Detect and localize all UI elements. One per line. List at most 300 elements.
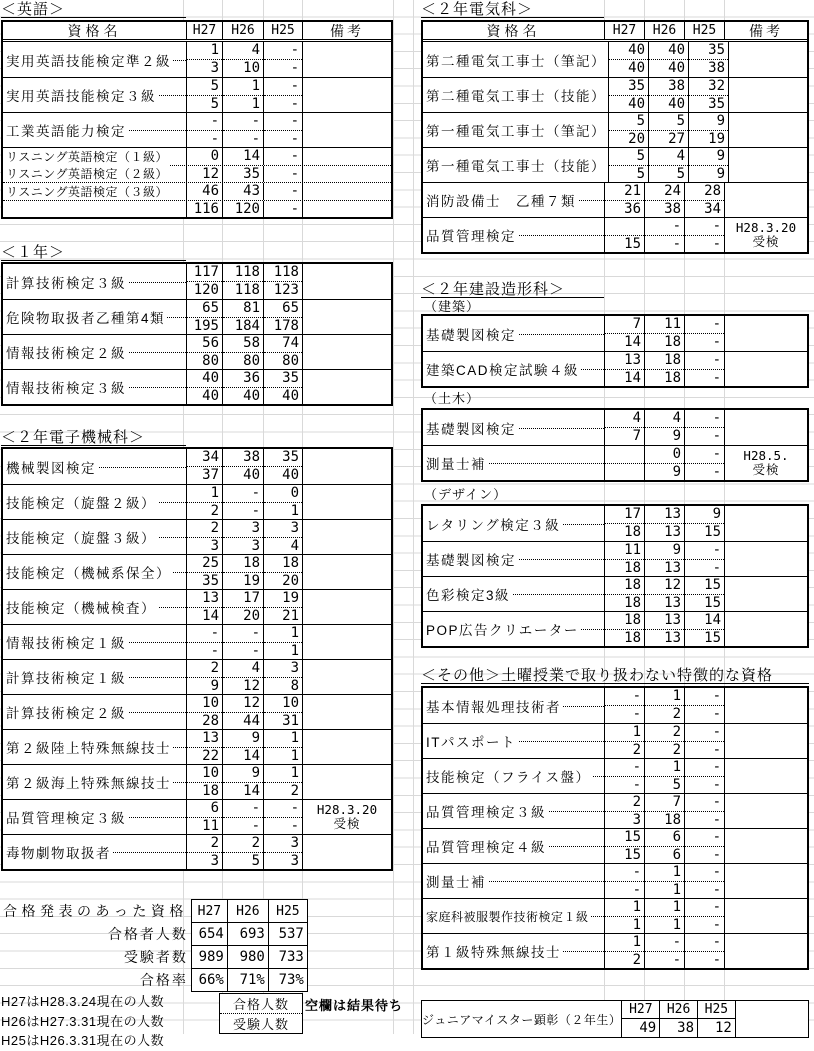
remark-cell[interactable] xyxy=(725,506,807,541)
name-cell[interactable] xyxy=(423,352,605,386)
value-cell[interactable] xyxy=(645,724,685,758)
value-cell[interactable] xyxy=(645,183,685,217)
value-cell[interactable] xyxy=(685,542,725,576)
value-cell[interactable] xyxy=(223,730,264,764)
junior-meister-table xyxy=(421,1000,809,1038)
value-cell[interactable] xyxy=(223,183,264,200)
summary-value-cell[interactable]: 733 xyxy=(268,946,307,969)
remark-cell[interactable] xyxy=(725,577,807,611)
remark-cell[interactable] xyxy=(725,794,807,828)
jr-award-count[interactable]: 49 xyxy=(622,1019,660,1038)
value-cell[interactable] xyxy=(645,410,685,445)
value-cell[interactable] xyxy=(685,183,725,217)
remark-cell[interactable] xyxy=(725,759,807,793)
value-cell[interactable] xyxy=(605,612,645,646)
name-cell[interactable] xyxy=(423,899,605,933)
remark-cell[interactable] xyxy=(303,449,391,484)
value-cell[interactable] xyxy=(264,730,303,764)
name-cell[interactable] xyxy=(423,612,605,646)
name-cell[interactable] xyxy=(3,730,187,764)
remark-cell[interactable] xyxy=(303,201,391,218)
name-cell[interactable] xyxy=(3,335,187,369)
name-cell[interactable] xyxy=(3,625,187,659)
value-cell[interactable] xyxy=(264,800,303,834)
value-cell[interactable] xyxy=(187,183,223,200)
header-year-cell[interactable] xyxy=(685,22,725,39)
value-cell[interactable] xyxy=(649,113,689,147)
remark-cell[interactable] xyxy=(725,542,807,576)
jr-remark-cell[interactable] xyxy=(735,1001,808,1038)
value-cell[interactable] xyxy=(264,113,303,147)
name-cell[interactable] xyxy=(423,577,605,611)
value-cell[interactable] xyxy=(223,113,264,147)
name-cell[interactable] xyxy=(423,113,609,147)
name-cell[interactable] xyxy=(3,264,187,299)
value-cell[interactable] xyxy=(649,148,689,182)
passed-count: 28 xyxy=(685,183,724,201)
name-cell[interactable] xyxy=(423,148,609,182)
value-cell[interactable] xyxy=(689,113,729,147)
header-name-cell[interactable] xyxy=(3,22,187,39)
summary-value-cell[interactable]: 980 xyxy=(227,946,268,969)
value-cell[interactable] xyxy=(685,316,725,351)
value: - xyxy=(290,200,299,217)
value-cell[interactable] xyxy=(605,352,645,386)
name-cell[interactable] xyxy=(3,183,187,200)
remark-cell[interactable] xyxy=(725,612,807,646)
remark-cell[interactable] xyxy=(725,183,807,217)
name-cell[interactable] xyxy=(3,800,187,834)
name-cell[interactable] xyxy=(423,542,605,576)
value-cell[interactable] xyxy=(264,300,303,334)
value-cell[interactable] xyxy=(264,78,303,112)
remark-cell[interactable] xyxy=(303,166,391,183)
value-cell[interactable] xyxy=(645,316,685,351)
header-year-cell[interactable] xyxy=(605,22,645,39)
value-cell[interactable] xyxy=(264,625,303,659)
value-cell[interactable] xyxy=(264,148,303,165)
remark-cell[interactable] xyxy=(725,218,807,252)
passed-count: 18 xyxy=(264,555,302,573)
value-cell[interactable] xyxy=(187,78,223,112)
value-cell[interactable] xyxy=(645,577,685,611)
value-cell[interactable] xyxy=(605,577,645,611)
value-cell[interactable] xyxy=(223,166,264,183)
value-cell[interactable] xyxy=(609,78,649,112)
value-cell[interactable] xyxy=(187,166,223,183)
jr-award-count[interactable]: 38 xyxy=(660,1019,698,1038)
examinee-count: - xyxy=(712,369,721,386)
value-cell[interactable] xyxy=(605,794,645,828)
qualification-name: 技能検定（機械検査） xyxy=(3,597,158,617)
value-cell[interactable] xyxy=(609,113,649,147)
header-year-cell[interactable] xyxy=(223,22,264,39)
summary-value-cell[interactable]: 73% xyxy=(268,969,307,992)
remark-cell[interactable] xyxy=(303,625,391,659)
name-cell[interactable] xyxy=(423,934,605,968)
header-remark-cell[interactable] xyxy=(303,22,391,39)
summary-value-cell[interactable]: 654 xyxy=(191,923,227,946)
examinee-count: - xyxy=(290,130,299,147)
value-cell[interactable] xyxy=(264,660,303,694)
value-cell[interactable] xyxy=(605,829,645,863)
name-cell[interactable] xyxy=(3,660,187,694)
summary-value-cell[interactable]: 71% xyxy=(227,969,268,992)
value-cell[interactable] xyxy=(605,934,645,968)
header-name-cell[interactable] xyxy=(423,22,605,39)
qualification-name: 消防設備士 乙種７類 xyxy=(423,190,578,210)
value-cell[interactable] xyxy=(187,835,223,869)
name-cell[interactable] xyxy=(423,218,605,252)
passed-count: 56 xyxy=(187,335,222,353)
value-cell[interactable] xyxy=(264,485,303,519)
passed-count: 0 xyxy=(645,446,684,464)
name-cell[interactable] xyxy=(3,148,187,165)
jr-year-header[interactable]: H26 xyxy=(660,1001,698,1019)
examinee-count: 19 xyxy=(243,572,260,589)
name-cell[interactable] xyxy=(3,520,187,554)
value-cell[interactable] xyxy=(223,300,264,334)
remark-cell[interactable] xyxy=(725,829,807,863)
value-cell[interactable] xyxy=(223,695,264,729)
name-cell[interactable] xyxy=(3,695,187,729)
name-cell[interactable] xyxy=(423,446,605,480)
value-cell[interactable] xyxy=(645,218,685,252)
examinee-count: 44 xyxy=(243,712,260,729)
remark-cell[interactable] xyxy=(303,183,391,200)
value-cell[interactable] xyxy=(264,449,303,484)
remark-cell[interactable] xyxy=(303,264,391,299)
examinee-count: 3 xyxy=(210,852,219,869)
passed-count: - xyxy=(187,113,222,131)
value-cell[interactable] xyxy=(187,590,223,624)
value-cell[interactable] xyxy=(685,829,725,863)
remark-cell[interactable] xyxy=(729,42,807,77)
value-cell[interactable] xyxy=(187,300,223,334)
value-cell[interactable] xyxy=(187,201,223,218)
value-cell[interactable] xyxy=(223,555,264,589)
value-cell[interactable] xyxy=(645,688,685,723)
header-year-cell[interactable] xyxy=(645,22,685,39)
name-cell[interactable] xyxy=(3,835,187,869)
examinee-count: 5 xyxy=(210,95,219,112)
value-cell[interactable] xyxy=(645,829,685,863)
remark-cell[interactable] xyxy=(725,688,807,723)
value-cell[interactable] xyxy=(685,934,725,968)
remark-text: 受検 xyxy=(752,463,780,477)
passed-count: - xyxy=(264,42,302,60)
value-cell[interactable] xyxy=(223,449,264,484)
name-cell[interactable] xyxy=(3,113,187,147)
value-cell[interactable] xyxy=(223,800,264,834)
name-cell[interactable] xyxy=(423,724,605,758)
name-cell[interactable] xyxy=(3,166,187,183)
examinee-count xyxy=(605,464,644,481)
qualification-row xyxy=(3,589,391,624)
value-cell[interactable] xyxy=(264,370,303,404)
passed-count: - xyxy=(685,934,724,952)
value-cell[interactable] xyxy=(223,660,264,694)
name-cell[interactable] xyxy=(3,42,187,77)
value-cell[interactable] xyxy=(685,218,725,252)
value-cell[interactable] xyxy=(649,78,689,112)
remark-cell[interactable] xyxy=(725,864,807,898)
value-cell[interactable] xyxy=(223,370,264,404)
remark-cell[interactable] xyxy=(303,370,391,404)
value-cell[interactable] xyxy=(605,218,645,252)
remark-cell[interactable] xyxy=(303,765,391,799)
jr-year-header[interactable]: H25 xyxy=(698,1001,736,1019)
value-cell[interactable] xyxy=(264,590,303,624)
qualification-table xyxy=(421,686,809,970)
value-cell[interactable] xyxy=(645,446,685,480)
summary-value-cell[interactable]: 693 xyxy=(227,923,268,946)
value-cell[interactable] xyxy=(264,335,303,369)
remark-cell[interactable] xyxy=(303,590,391,624)
name-cell[interactable] xyxy=(423,42,609,77)
passed-count: 15 xyxy=(605,829,644,847)
examinee-count: 18 xyxy=(664,369,681,386)
value-cell[interactable] xyxy=(685,352,725,386)
value-cell[interactable] xyxy=(223,78,264,112)
examinee-count: 40 xyxy=(282,387,299,404)
summary-value-cell[interactable]: 66% xyxy=(191,969,227,992)
remark-cell[interactable] xyxy=(303,148,391,165)
value-cell[interactable] xyxy=(685,612,725,646)
summary-year-header[interactable]: H26 xyxy=(227,900,268,923)
value-cell[interactable] xyxy=(223,765,264,799)
examinee-count: 80 xyxy=(282,352,299,369)
remark-cell[interactable] xyxy=(303,78,391,112)
value-cell[interactable] xyxy=(187,335,223,369)
value-cell[interactable] xyxy=(223,625,264,659)
passed-count: 9 xyxy=(689,113,728,131)
value-cell[interactable] xyxy=(685,864,725,898)
value-cell[interactable] xyxy=(187,520,223,554)
value-cell[interactable] xyxy=(685,759,725,793)
name-cell[interactable] xyxy=(3,201,187,218)
examinee-count: 18 xyxy=(624,594,641,611)
passed-count: 19 xyxy=(264,590,302,608)
remark-cell[interactable] xyxy=(725,410,807,445)
name-cell[interactable] xyxy=(3,449,187,484)
value-cell[interactable] xyxy=(187,555,223,589)
remark-cell[interactable] xyxy=(725,899,807,933)
remark-cell[interactable] xyxy=(725,446,807,480)
jr-award-count[interactable]: 12 xyxy=(698,1019,736,1038)
summary-year-header[interactable]: H27 xyxy=(191,900,227,923)
value-cell[interactable] xyxy=(685,446,725,480)
value-cell[interactable] xyxy=(264,765,303,799)
value-cell[interactable] xyxy=(223,201,264,218)
value-cell[interactable] xyxy=(187,113,223,147)
name-cell[interactable] xyxy=(423,410,605,445)
value-cell[interactable] xyxy=(187,695,223,729)
summary-value-cell[interactable]: 989 xyxy=(191,946,227,969)
summary-year-header[interactable]: H25 xyxy=(268,900,307,923)
remark-cell[interactable] xyxy=(303,113,391,147)
value-cell[interactable] xyxy=(649,42,689,77)
name-cell[interactable] xyxy=(423,759,605,793)
value-cell[interactable] xyxy=(685,688,725,723)
value-cell[interactable] xyxy=(645,542,685,576)
value-cell[interactable] xyxy=(223,520,264,554)
value-cell[interactable] xyxy=(187,42,223,77)
remark-cell[interactable] xyxy=(729,78,807,112)
value-cell[interactable] xyxy=(645,352,685,386)
examinee-count: 19 xyxy=(708,130,725,147)
remark-cell[interactable] xyxy=(729,148,807,182)
remark-cell[interactable] xyxy=(303,520,391,554)
qualification-row xyxy=(423,541,807,576)
value-cell[interactable] xyxy=(645,612,685,646)
value-cell[interactable] xyxy=(223,264,264,299)
value-cell[interactable] xyxy=(264,166,303,183)
name-cell[interactable] xyxy=(423,506,605,541)
remark-cell[interactable] xyxy=(725,934,807,968)
value-cell[interactable] xyxy=(605,446,645,480)
name-cell[interactable] xyxy=(423,688,605,723)
name-cell[interactable] xyxy=(423,183,605,217)
value-cell[interactable] xyxy=(187,800,223,834)
value-cell[interactable] xyxy=(685,794,725,828)
value-cell[interactable] xyxy=(264,42,303,77)
examinee-count: 22 xyxy=(202,747,219,764)
value-cell[interactable] xyxy=(187,148,223,165)
value-cell[interactable] xyxy=(605,542,645,576)
value-cell[interactable] xyxy=(187,660,223,694)
header-year-cell[interactable] xyxy=(264,22,303,39)
value-cell[interactable] xyxy=(645,794,685,828)
remark-cell[interactable] xyxy=(303,335,391,369)
name-cell[interactable] xyxy=(3,765,187,799)
remark-cell[interactable] xyxy=(725,724,807,758)
name-cell[interactable] xyxy=(423,829,605,863)
value-cell[interactable] xyxy=(187,264,223,299)
remark-cell[interactable] xyxy=(303,555,391,589)
value-cell[interactable] xyxy=(264,695,303,729)
name-cell[interactable] xyxy=(3,78,187,112)
value-cell[interactable] xyxy=(223,42,264,77)
summary-value-cell[interactable]: 537 xyxy=(268,923,307,946)
remark-cell[interactable] xyxy=(303,800,391,834)
value-cell[interactable] xyxy=(223,835,264,869)
value: - xyxy=(290,148,299,165)
value-cell[interactable] xyxy=(605,864,645,898)
summary-row-label: 合格者人数 xyxy=(107,926,188,942)
value-cell[interactable] xyxy=(605,410,645,445)
remark-cell[interactable] xyxy=(303,42,391,77)
remark-cell[interactable] xyxy=(303,730,391,764)
value-cell[interactable] xyxy=(645,759,685,793)
value-cell[interactable] xyxy=(605,688,645,723)
remark-cell[interactable] xyxy=(303,300,391,334)
value-cell[interactable] xyxy=(264,264,303,299)
value-cell[interactable] xyxy=(187,625,223,659)
header-year-cell[interactable] xyxy=(187,22,223,39)
value-cell[interactable] xyxy=(187,765,223,799)
value-cell[interactable] xyxy=(645,864,685,898)
value-cell[interactable] xyxy=(264,183,303,200)
header-remark-cell[interactable] xyxy=(725,22,807,39)
passed-count: 13 xyxy=(187,730,222,748)
name-cell[interactable] xyxy=(423,864,605,898)
jr-year-header[interactable]: H27 xyxy=(622,1001,660,1019)
value-cell[interactable] xyxy=(264,835,303,869)
name-cell[interactable] xyxy=(3,555,187,589)
value-cell[interactable] xyxy=(187,449,223,484)
value-cell[interactable] xyxy=(689,78,729,112)
value-cell[interactable] xyxy=(685,577,725,611)
qualification-name: リスニング英語検定（２級） xyxy=(3,165,170,182)
value-cell[interactable] xyxy=(605,724,645,758)
value-cell[interactable] xyxy=(223,335,264,369)
summary-table xyxy=(1,899,393,992)
value-cell[interactable] xyxy=(605,899,645,933)
value-cell[interactable] xyxy=(689,148,729,182)
name-cell[interactable] xyxy=(423,78,609,112)
value-cell[interactable] xyxy=(223,590,264,624)
value-cell[interactable] xyxy=(685,506,725,541)
value-cell[interactable] xyxy=(264,555,303,589)
value-cell[interactable] xyxy=(645,506,685,541)
value-cell[interactable] xyxy=(605,316,645,351)
value-cell[interactable] xyxy=(187,730,223,764)
value-cell[interactable] xyxy=(685,410,725,445)
value-cell[interactable] xyxy=(605,183,645,217)
value-cell[interactable] xyxy=(264,201,303,218)
remark-cell[interactable] xyxy=(303,485,391,519)
remark-cell[interactable] xyxy=(303,695,391,729)
remark-cell[interactable] xyxy=(303,660,391,694)
value-cell[interactable] xyxy=(223,485,264,519)
value-cell[interactable] xyxy=(685,724,725,758)
remark-cell[interactable] xyxy=(729,113,807,147)
passed-count: 118 xyxy=(223,264,263,282)
value-cell[interactable] xyxy=(605,506,645,541)
value-cell[interactable] xyxy=(223,148,264,165)
passed-count: 13 xyxy=(187,590,222,608)
section-title: ＜１年＞ xyxy=(1,245,186,261)
examinee-count: 3 xyxy=(632,811,641,828)
value-cell[interactable] xyxy=(187,370,223,404)
value-cell[interactable] xyxy=(645,899,685,933)
value-cell[interactable] xyxy=(264,520,303,554)
remark-cell[interactable] xyxy=(303,835,391,869)
qualification-name: 情報技術検定３級 xyxy=(3,377,128,397)
name-cell[interactable] xyxy=(3,300,187,334)
name-cell[interactable] xyxy=(423,794,605,828)
value-cell[interactable] xyxy=(689,42,729,77)
value-cell[interactable] xyxy=(609,42,649,77)
value-cell[interactable] xyxy=(605,759,645,793)
remark-cell[interactable] xyxy=(725,352,807,386)
value-cell[interactable] xyxy=(609,148,649,182)
value-cell[interactable] xyxy=(645,934,685,968)
name-cell[interactable] xyxy=(423,316,605,351)
name-cell[interactable] xyxy=(3,590,187,624)
value-cell[interactable] xyxy=(685,899,725,933)
name-cell[interactable] xyxy=(3,370,187,404)
name-cell[interactable] xyxy=(3,485,187,519)
value-cell[interactable] xyxy=(187,485,223,519)
passed-count: 9 xyxy=(645,542,684,560)
examinee-count: 40 xyxy=(628,95,645,112)
remark-cell[interactable] xyxy=(725,316,807,351)
summary-row-label: 合格率 xyxy=(139,972,188,988)
qualification-name: 計算技術検定２級 xyxy=(3,702,128,722)
examinee-count: 40 xyxy=(668,60,685,77)
